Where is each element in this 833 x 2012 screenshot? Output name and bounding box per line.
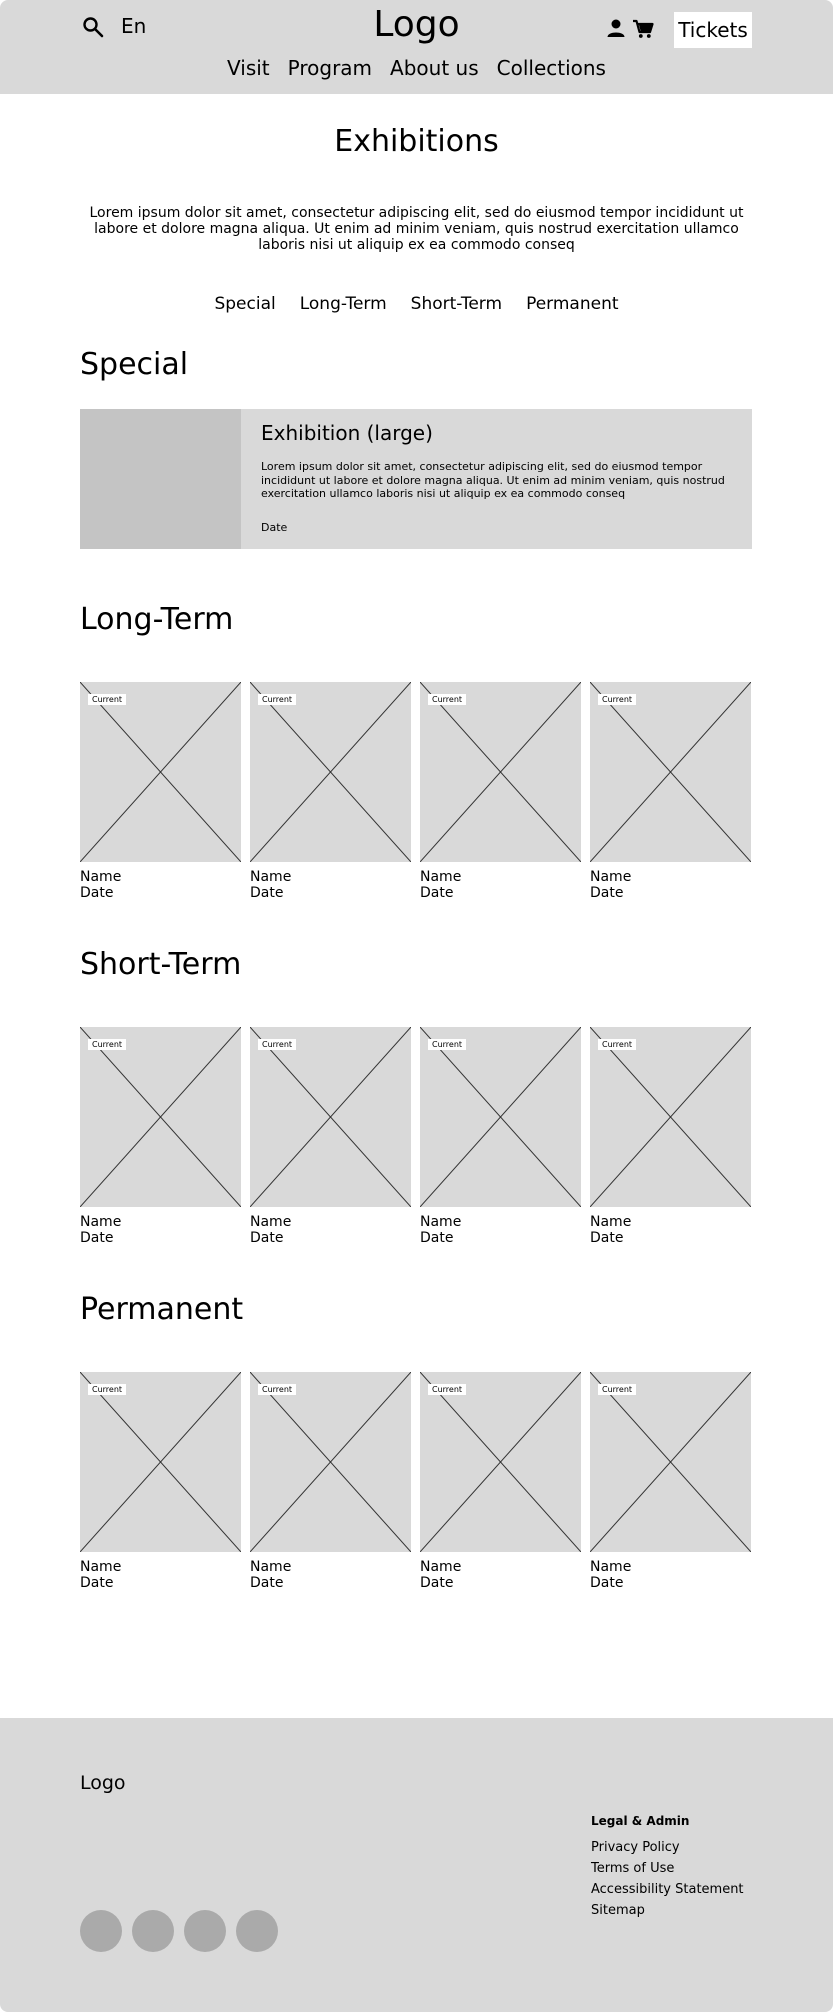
shopping-cart-icon[interactable]	[632, 18, 654, 40]
nav-item-program[interactable]: Program	[287, 56, 373, 80]
section-title-special: Special	[80, 347, 189, 382]
card-date: Date	[250, 1575, 284, 1591]
status-badge: Current	[598, 694, 636, 705]
social-icon[interactable]	[132, 1910, 174, 1952]
filter-long-term[interactable]: Long-Term	[299, 294, 387, 314]
card-date: Date	[80, 1575, 114, 1591]
card-name: Name	[80, 1559, 122, 1575]
featured-exhibition-card[interactable]	[80, 409, 752, 549]
site-footer	[0, 1718, 833, 2012]
card-date: Date	[420, 1575, 454, 1591]
card-name: Name	[250, 1559, 292, 1575]
status-badge: Current	[598, 1384, 636, 1395]
filter-permanent[interactable]: Permanent	[526, 294, 619, 314]
card-date: Date	[250, 885, 284, 901]
image-placeholder	[420, 682, 581, 862]
image-placeholder	[590, 1372, 751, 1552]
card-name: Name	[250, 869, 292, 885]
main-nav	[0, 56, 833, 80]
image-placeholder	[250, 682, 411, 862]
featured-exhibition-image	[80, 409, 241, 549]
site-logo[interactable]: Logo	[373, 4, 460, 45]
site-header	[0, 0, 833, 94]
section-filter-nav	[0, 294, 833, 314]
intro-text: Lorem ipsum dolor sit amet, consectetur adipiscing elit, sed do eiusmod tempor incididunt ut labore et dolore magna aliqua. Ut enim ad minim veniam, quis nostrud exercitation ullamco laboris nisi ut aliquip ex ea commodo conseq	[89, 205, 744, 253]
nav-item-about-us[interactable]: About us	[390, 56, 479, 80]
status-badge: Current	[258, 1384, 296, 1395]
status-badge: Current	[598, 1039, 636, 1050]
tickets-button[interactable]: Tickets	[674, 12, 752, 48]
filter-short-term[interactable]: Short-Term	[410, 294, 503, 314]
card-date: Date	[250, 1230, 284, 1246]
nav-item-collections[interactable]: Collections	[496, 56, 606, 80]
image-placeholder	[590, 682, 751, 862]
card-name: Name	[420, 1559, 462, 1575]
card-date: Date	[590, 1230, 624, 1246]
footer-link-sitemap[interactable]: Sitemap	[591, 1903, 645, 1918]
featured-exhibition-title: Exhibition (large)	[261, 421, 433, 445]
social-icon[interactable]	[184, 1910, 226, 1952]
card-name: Name	[420, 1214, 462, 1230]
status-badge: Current	[258, 694, 296, 705]
language-switch[interactable]: En	[121, 14, 147, 38]
filter-special[interactable]: Special	[214, 294, 276, 314]
status-badge: Current	[428, 1384, 466, 1395]
card-date: Date	[80, 1230, 114, 1246]
image-placeholder	[420, 1372, 581, 1552]
image-placeholder	[420, 1027, 581, 1207]
card-date: Date	[590, 885, 624, 901]
card-name: Name	[250, 1214, 292, 1230]
card-name: Name	[80, 869, 122, 885]
image-placeholder	[590, 1027, 751, 1207]
image-placeholder	[80, 1027, 241, 1207]
card-name: Name	[80, 1214, 122, 1230]
featured-exhibition-date: Date	[261, 521, 288, 534]
status-badge: Current	[258, 1039, 296, 1050]
footer-link-privacy-policy[interactable]: Privacy Policy	[591, 1840, 680, 1855]
section-title-short-term: Short-Term	[80, 947, 242, 982]
footer-link-terms-of-use[interactable]: Terms of Use	[591, 1861, 675, 1876]
status-badge: Current	[88, 1039, 126, 1050]
social-icon[interactable]	[236, 1910, 278, 1952]
section-title-long-term: Long-Term	[80, 602, 234, 637]
social-icon[interactable]	[80, 1910, 122, 1952]
legal-heading: Legal & Admin	[591, 1814, 690, 1828]
card-name: Name	[590, 1559, 632, 1575]
user-account-icon[interactable]	[606, 18, 626, 38]
footer-logo[interactable]: Logo	[80, 1772, 126, 1794]
image-placeholder	[80, 682, 241, 862]
featured-exhibition-description: Lorem ipsum dolor sit amet, consectetur adipiscing elit, sed do eiusmod tempor incididunt ut labore et dolore magna aliqua. Ut enim ad minim veniam, quis nostrud exercitation ullamco laboris nisi ut aliquip ex ea commodo conseq	[261, 460, 725, 500]
card-name: Name	[590, 1214, 632, 1230]
footer-link-accessibility-statement[interactable]: Accessibility Statement	[591, 1882, 744, 1897]
card-date: Date	[420, 885, 454, 901]
image-placeholder	[250, 1027, 411, 1207]
section-title-permanent: Permanent	[80, 1292, 244, 1327]
card-date: Date	[420, 1230, 454, 1246]
page-title: Exhibitions	[334, 124, 499, 159]
card-date: Date	[80, 885, 114, 901]
status-badge: Current	[88, 1384, 126, 1395]
image-placeholder	[80, 1372, 241, 1552]
card-date: Date	[590, 1575, 624, 1591]
status-badge: Current	[428, 694, 466, 705]
card-name: Name	[590, 869, 632, 885]
card-name: Name	[420, 869, 462, 885]
status-badge: Current	[88, 694, 126, 705]
image-placeholder	[250, 1372, 411, 1552]
nav-item-visit[interactable]: Visit	[227, 56, 270, 80]
status-badge: Current	[428, 1039, 466, 1050]
